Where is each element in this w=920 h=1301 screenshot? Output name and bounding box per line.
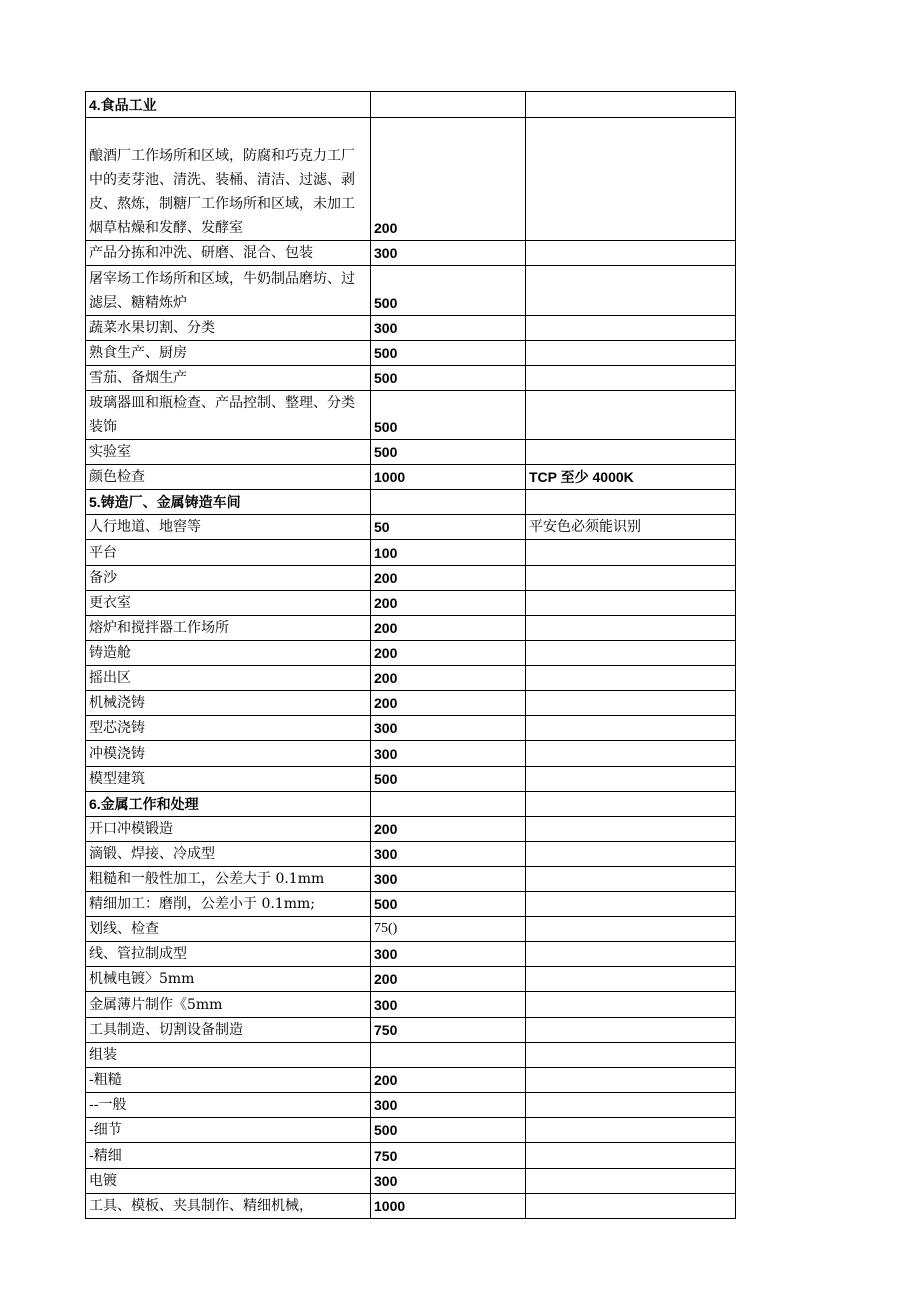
table-row [86,515,736,540]
area-label: 人行地道、地窖等 [86,515,371,540]
table-row [86,341,736,366]
remark [526,1093,736,1118]
illuminance-value: 200 [371,591,526,616]
remark: 平安色必须能识别 [526,515,736,540]
remark [526,391,736,440]
remark [526,1143,736,1169]
remark [526,616,736,641]
table-row [86,616,736,641]
remark [526,767,736,792]
area-label: 电镀 [86,1169,371,1194]
area-label: 熔炉和搅拌器工作场所 [86,616,371,641]
illuminance-value: 100 [371,540,526,566]
section-header-row [86,92,736,118]
area-label: -精细 [86,1143,371,1169]
remark [526,118,736,241]
area-label: 蔬菜水果切割、分类 [86,316,371,341]
remark [526,691,736,716]
remark [526,842,736,867]
illuminance-value: 200 [371,666,526,691]
table-row [86,566,736,591]
table-row [86,118,736,241]
remark [526,440,736,465]
area-label: 线、管拉制成型 [86,942,371,967]
table-row [86,741,736,767]
remark [526,540,736,566]
area-label: 组装 [86,1043,371,1068]
area-label: 滴锻、焊接、冷成型 [86,842,371,867]
table-row [86,391,736,440]
area-label: --一般 [86,1093,371,1118]
area-label: 平台 [86,540,371,566]
area-label: 玻璃器皿和瓶检查、产品控制、整理、分类装饰 [86,391,371,440]
table-row [86,967,736,992]
area-label: 金属薄片制作《5mm [86,992,371,1018]
illuminance-value: 500 [371,440,526,465]
illuminance-value: 300 [371,867,526,892]
illuminance-value [371,1043,526,1068]
table-row [86,540,736,566]
table-row [86,666,736,691]
remark [526,992,736,1018]
remark [526,967,736,992]
area-label: 冲模浇铸 [86,741,371,767]
table-row [86,767,736,792]
illuminance-value: 300 [371,992,526,1018]
illuminance-table [85,91,736,1219]
table-row [86,1194,736,1219]
table-row [86,316,736,341]
illuminance-value: 200 [371,566,526,591]
area-label: 工具制造、切割设备制造 [86,1018,371,1043]
table-row [86,942,736,967]
illuminance-value: 500 [371,366,526,391]
illuminance-value: 200 [371,967,526,992]
illuminance-value: 300 [371,942,526,967]
illuminance-value: 500 [371,1118,526,1143]
area-label: 颜色检查 [86,465,371,490]
remark [526,591,736,616]
section-title: 5.铸造厂、金属铸造车间 [86,490,371,515]
table-row [86,1169,736,1194]
remark [526,641,736,666]
area-label: 开口冲模锻造 [86,817,371,842]
illuminance-value: 200 [371,1068,526,1093]
remark [526,892,736,917]
illuminance-value: 300 [371,716,526,741]
remark [526,741,736,767]
remark [526,341,736,366]
section-header-row [86,490,736,515]
section-title: 4.食品工业 [86,92,371,118]
remark [526,241,736,266]
area-label: -粗糙 [86,1068,371,1093]
illuminance-value: 500 [371,266,526,316]
area-label: -细节 [86,1118,371,1143]
remark [526,1018,736,1043]
area-label: 铸造舱 [86,641,371,666]
remark [526,792,736,817]
illuminance-value: 750 [371,1018,526,1043]
area-label: 工具、模板、夹具制作、精细机械， [86,1194,371,1219]
illuminance-value: 200 [371,118,526,241]
area-label: 备沙 [86,566,371,591]
remark [526,716,736,741]
remark [526,366,736,391]
section-title: 6.金属工作和处理 [86,792,371,817]
table-row [86,917,736,942]
table-row [86,691,736,716]
table-row [86,641,736,666]
table-row [86,465,736,490]
table-row [86,992,736,1018]
area-label: 机械浇铸 [86,691,371,716]
area-label: 摇出区 [86,666,371,691]
area-label: 雪茄、备烟生产 [86,366,371,391]
illuminance-value: 1000 [371,465,526,490]
remark [526,817,736,842]
table-row [86,266,736,316]
illuminance-value: 500 [371,391,526,440]
section-header-row [86,792,736,817]
table-row [86,842,736,867]
illuminance-value: 75() [371,917,526,942]
remark [526,1194,736,1219]
illuminance-value: 300 [371,1093,526,1118]
remark [526,1068,736,1093]
remark [526,666,736,691]
remark [526,92,736,118]
illuminance-value: 1000 [371,1194,526,1219]
remark [526,1169,736,1194]
area-label: 粗糙和一般性加工，公差大于 0.1mm [86,867,371,892]
remark [526,316,736,341]
table-row [86,1093,736,1118]
table-row [86,440,736,465]
remark [526,266,736,316]
area-label: 实验室 [86,440,371,465]
remark [526,1118,736,1143]
remark: TCP 至少 4000K [526,465,736,490]
area-label: 更衣室 [86,591,371,616]
illuminance-value: 50 [371,515,526,540]
illuminance-value: 300 [371,842,526,867]
illuminance-value [371,92,526,118]
remark [526,490,736,515]
table-row [86,591,736,616]
area-label: 熟食生产、厨房 [86,341,371,366]
area-label: 屠宰场工作场所和区域，牛奶制品磨坊、过滤层、糖精炼炉 [86,266,371,316]
illuminance-value: 200 [371,616,526,641]
remark [526,1043,736,1068]
table-row [86,1018,736,1043]
illuminance-value: 300 [371,741,526,767]
illuminance-value: 300 [371,316,526,341]
illuminance-value: 500 [371,892,526,917]
table-row [86,1043,736,1068]
illuminance-value: 200 [371,691,526,716]
illuminance-value: 500 [371,767,526,792]
area-label: 酿酒厂工作场所和区域，防腐和巧克力工厂中的麦芽池、清洗、装桶、清洁、过滤、剥皮、熬炼，制糖厂工作场所和区域，未加工烟草枯燥和发酵、发酵室 [86,118,371,241]
illuminance-value [371,792,526,817]
area-label: 精细加工：磨削，公差小于 0.1mm; [86,892,371,917]
remark [526,867,736,892]
table-row [86,892,736,917]
table-row [86,1143,736,1169]
table-body [86,92,736,1219]
area-label: 划线、检查 [86,917,371,942]
illuminance-value: 750 [371,1143,526,1169]
illuminance-value: 300 [371,241,526,266]
remark [526,917,736,942]
illuminance-value [371,490,526,515]
area-label: 产品分拣和冲洗、研磨、混合、包装 [86,241,371,266]
remark [526,566,736,591]
table-row [86,1068,736,1093]
illuminance-value: 200 [371,641,526,666]
table-row [86,817,736,842]
area-label: 机械电镀〉5mm [86,967,371,992]
remark [526,942,736,967]
table-row [86,366,736,391]
table-row [86,1118,736,1143]
illuminance-value: 300 [371,1169,526,1194]
table-row [86,867,736,892]
area-label: 模型建筑 [86,767,371,792]
illuminance-value: 500 [371,341,526,366]
table-row [86,241,736,266]
table-row [86,716,736,741]
illuminance-value: 200 [371,817,526,842]
area-label: 型芯浇铸 [86,716,371,741]
